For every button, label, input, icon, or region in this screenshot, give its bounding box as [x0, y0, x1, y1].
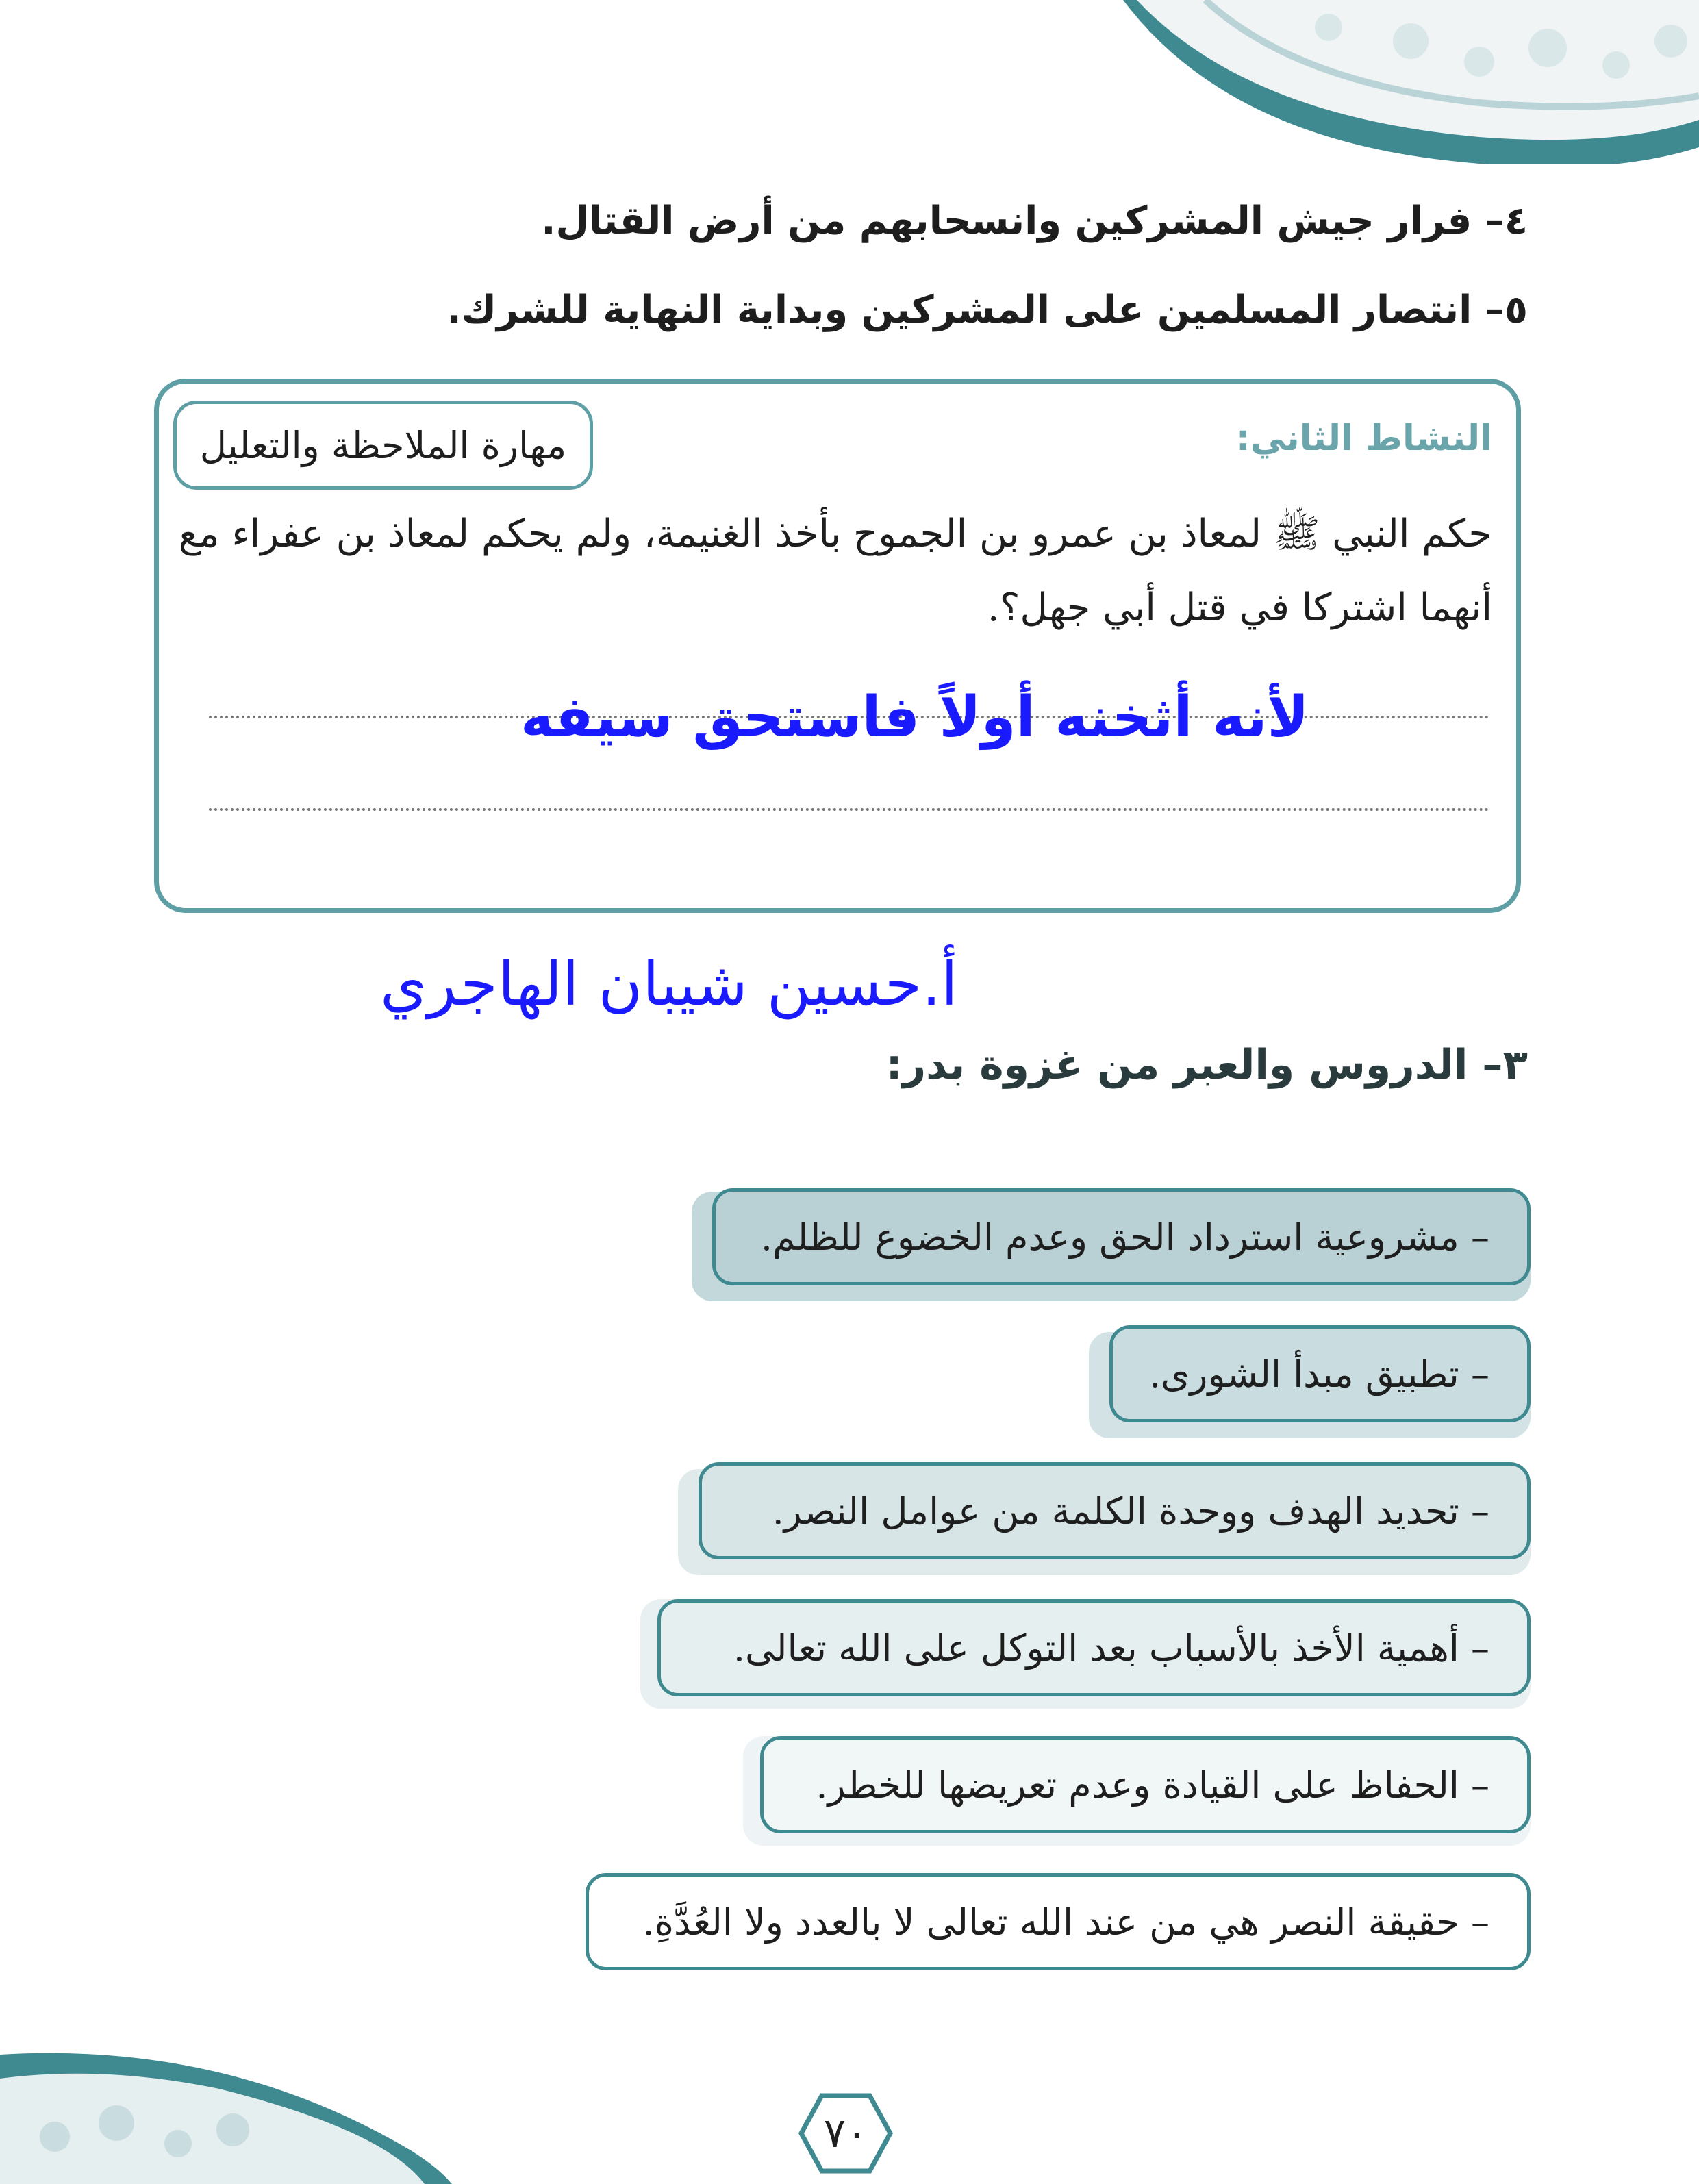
- activity-question-line-2: أنهما اشتركا في قتل أبي جهل؟.: [987, 586, 1492, 630]
- bottom-corner-ornament: [0, 2041, 479, 2184]
- page-number: ٧٠: [823, 2109, 868, 2157]
- lesson-label: – تحديد الهدف ووحدة الكلمة من عوامل النصر.: [699, 1462, 1531, 1559]
- activity-question-line-1: حكم النبي ﷺ لمعاذ بن عمرو بن الجموح بأخذ الغنيمة، ولم يحكم لمعاذ بن عفراء مع: [178, 512, 1492, 556]
- top-corner-ornament: [1123, 0, 1699, 164]
- list-item-4: ٤– فرار جيش المشركين وانسحابهم من أرض القتال.: [541, 199, 1528, 243]
- handwritten-teacher-name: أ.حسين شيبان الهاجري: [380, 949, 958, 1019]
- lesson-label: – الحفاظ على القيادة وعدم تعريضها للخطر.: [760, 1736, 1531, 1833]
- lesson-label: – أهمية الأخذ بالأسباب بعد التوكل على الله تعالى.: [657, 1599, 1531, 1696]
- lesson-label: – مشروعية استرداد الحق وعدم الخضوع للظلم.: [712, 1188, 1531, 1285]
- list-item-5: ٥– انتصار المسلمين على المشركين وبداية النهاية للشرك.: [446, 288, 1528, 332]
- skill-tag: مهارة الملاحظة والتعليل: [173, 401, 593, 490]
- section-heading: ٣– الدروس والعبر من غزوة بدر:: [885, 1041, 1528, 1089]
- handwritten-answer: لأنه أثخنه أولاً فاستحق سيفه: [520, 685, 1309, 750]
- answer-line-2: [209, 808, 1489, 811]
- lesson-label: – تطبيق مبدأ الشورى.: [1109, 1325, 1531, 1422]
- activity-title: النشاط الثاني:: [1235, 418, 1492, 459]
- lesson-label: – حقيقة النصر هي من عند الله تعالى لا بالعدد ولا العُدَّةِ.: [586, 1873, 1531, 1970]
